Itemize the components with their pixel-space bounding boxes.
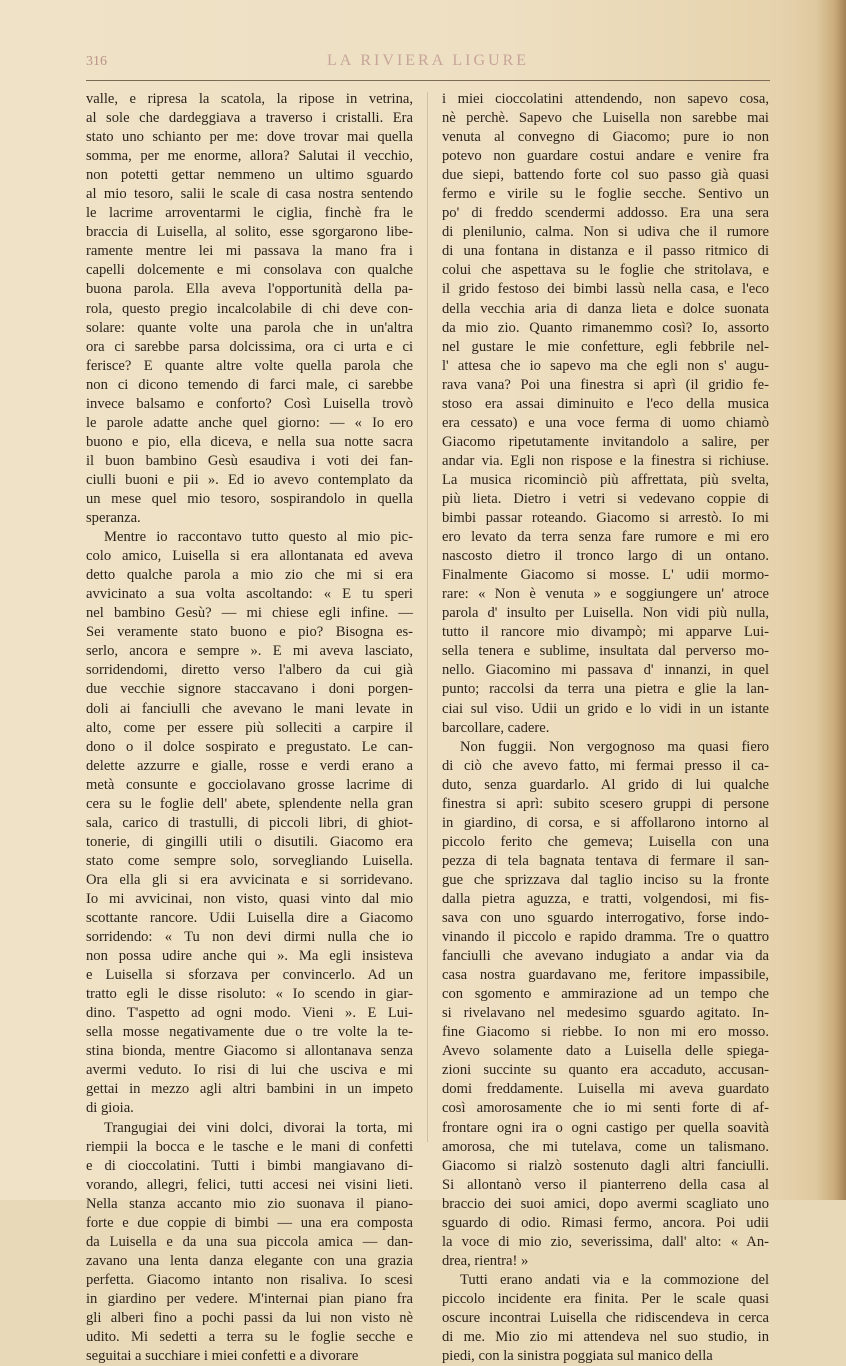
- text-line: stato uno schianto per me: dove trovar mai quella: [86, 129, 413, 146]
- text-line: due siepi, battendo forte col suo passo già quasi: [442, 167, 769, 184]
- header-rule: [86, 80, 770, 81]
- text-line: tutto il rancore mio divampò; mi apparve Lui-: [442, 624, 769, 641]
- text-line: il grido festoso dei bimbi lassù nella casa, e l'eco: [442, 281, 769, 298]
- text-line: era cessato) e una voce ferma di uomo chiamò: [442, 414, 769, 431]
- text-line: finestra si aprì: subito scesero gruppi di persone: [442, 795, 769, 812]
- page-edge-shadow: [816, 0, 846, 1200]
- text-line: braccia di Luisella, al solito, esse sgorgarono libe-: [86, 224, 413, 241]
- text-line: ora ci sarebbe parsa dolcissima, ora ci urta e ci: [86, 338, 413, 355]
- text-line: avermi veduto. Io risi di lui che usciva e mi: [86, 1062, 413, 1079]
- text-line: buona parola. Ella aveva l'opportunità della pa-: [86, 281, 413, 298]
- text-line: Sei veramente stato buono e pio? Bisogna es-: [86, 624, 413, 641]
- text-line: con sgomento e ammirazione ad un tempo che: [442, 986, 769, 1003]
- page-header: [86, 52, 770, 78]
- text-line: speranza.: [86, 510, 141, 527]
- text-line: fermo e virile su le foglie secche. Sentivo un: [442, 186, 769, 203]
- text-line: Nella stanza accanto mio zio suonava il piano-: [86, 1195, 413, 1212]
- text-line: somma, per me enorme, allora? Salutai il vecchio,: [86, 148, 413, 165]
- text-line: di gioia.: [86, 1100, 134, 1117]
- text-line: Si allontanò verso il pianterreno della casa al: [442, 1176, 769, 1193]
- text-line: oscure incontrai Luisella che ridiscendeva in cerca: [442, 1310, 769, 1326]
- text-line: duto, senza guardarlo. Al grido di lui qualche: [442, 776, 769, 793]
- text-line: metà consunte e gocciolavano grosse lacrime di: [86, 776, 413, 793]
- text-line: di plenilunio, calma. Non si udiva che il rumore: [442, 224, 769, 241]
- text-line: piccolo incidente era finita. Per le scale quasi: [442, 1290, 769, 1307]
- text-line: doli ai fanciulli che avevano le mani levate in: [86, 700, 413, 717]
- text-line: di una fontana in distanza e il passo ritmico di: [442, 243, 769, 260]
- text-line: cera su le foglie dell' abete, splendente nella gran: [86, 795, 413, 812]
- text-line: pezza di tela bagnata tentava di fermare il san-: [442, 852, 769, 869]
- text-line: e di cioccolatini. Tutti i bimbi mangiavano di-: [86, 1157, 413, 1174]
- text-line: invece balsamo e conforto? Così Luisella trovò: [86, 395, 413, 412]
- text-line: Giacomo ripetutamente invitandolo a salire, per: [442, 433, 769, 450]
- text-line: sorridendo: « Tu non devi dirmi nulla che io: [86, 929, 413, 946]
- text-line: venuta al convegno di Giacomo; pure io non: [442, 129, 769, 146]
- right-column: [442, 90, 769, 1366]
- text-line: zioni succinte su quanto era accaduto, accusan-: [442, 1062, 769, 1079]
- text-line: della vecchia aria di danza lieta e dolce suonata: [442, 300, 769, 317]
- text-line: Giacomo si rialzò sostenuto dagli altri fanciulli.: [442, 1157, 769, 1174]
- text-line: da mio zio. Quanto rimanemmo così? Io, assorto: [442, 319, 769, 336]
- text-line: ferisce? E quante altre volte quella parola che: [86, 357, 413, 374]
- text-line: rava vana? Poi una finestra si aprì (il gridio fe-: [442, 376, 769, 393]
- text-line: nel gustare le mie confetture, egli febbrile nel-: [442, 338, 769, 355]
- text-line: al mio tesoro, salii le scale di casa nostra sentendo: [86, 186, 413, 203]
- text-line: scottante rancore. Udii Luisella dire a Giacomo: [86, 910, 413, 927]
- text-line: nè perchè. Sapevo che Luisella non sarebbe mai: [442, 110, 769, 127]
- text-line: sella tenera e sublime, insultata dal perverso mo-: [442, 643, 769, 660]
- text-line: drea, rientra! »: [442, 1252, 529, 1269]
- text-line: forte e due coppie di bimbi — una era composta: [86, 1214, 413, 1231]
- page-number: 316: [86, 54, 107, 69]
- text-line: bimbi passar roteando. Giacomo si arrestò. Io mi: [442, 510, 769, 527]
- text-line: seguitai a succhiare i miei confetti e a divorare: [86, 1348, 359, 1365]
- text-line: al sole che dardeggiava a traverso i cristalli. Era: [86, 110, 413, 127]
- text-line: non ci dicono temendo di farci male, ci sarebbe: [86, 376, 413, 393]
- text-line: non potetti gettar nemmeno un ultimo sguardo: [86, 167, 413, 184]
- text-line: sorridendomi, diretto verso l'albero da cui già: [86, 662, 413, 679]
- text-line: riempii la bocca e le tasche e le mani di confetti: [86, 1138, 413, 1155]
- text-line: rola, questo pregio incalcolabile di chi deve con-: [86, 300, 413, 317]
- text-line: nello. Giacomino mi passava d' innanzi, in quel: [442, 662, 769, 679]
- text-line: delette azzurre e gialle, rosse e verdi erano a: [86, 757, 413, 774]
- text-line: detto qualche parola a mio zio che mi si era: [86, 567, 413, 584]
- text-line: stato come sempre solo, sorvegliando Luisella.: [86, 852, 413, 869]
- text-line: Finalmente Giacomo si mosse. L' udii mormo-: [442, 567, 769, 584]
- text-line: un mese quel mio tesoro, sospirandolo in quella: [86, 490, 413, 507]
- text-line: Tutti erano andati via e la commozione del: [460, 1271, 769, 1288]
- text-line: Mentre io raccontavo tutto questo al mio pic-: [104, 529, 413, 546]
- text-line: nascosto dietro il tronco largo di un ontano.: [442, 548, 769, 565]
- text-line: amorosa, che mi tutelava, come un talismano.: [442, 1138, 769, 1155]
- left-column: [86, 90, 413, 1366]
- text-line: La musica ricominciò più affrettata, più svelta,: [442, 471, 769, 488]
- text-line: fine Giacomo si riebbe. Io non mi ero mosso.: [442, 1024, 769, 1041]
- text-line: due vecchie signore staccavano i doni porgen-: [86, 681, 413, 698]
- text-line: ciai sul viso. Udii un grido e lo vidi in un istante: [442, 700, 769, 717]
- text-line: ramente mentre lei mi passava la mano fra i: [86, 243, 413, 260]
- column-divider: [427, 92, 428, 1142]
- text-line: in giardino per vedere. M'internai pian piano fra: [86, 1290, 413, 1307]
- text-line: capelli dolcemente e mi consolava con qualche: [86, 262, 413, 279]
- text-line: dono o il dolce sospirato e pregustato. Le can-: [86, 738, 413, 755]
- text-line: vinando il piccolo e rapido dramma. Tre o quattro: [442, 929, 769, 946]
- text-line: gettai in mezzo agli altri bambini in un impeto: [86, 1081, 413, 1098]
- text-line: piccolo ferito che gemeva; Luisella con una: [442, 833, 769, 850]
- text-line: colo amico, Luisella si era allontanata ed aveva: [86, 548, 413, 565]
- text-line: Avevo solamente dato a Luisella delle spiega-: [442, 1043, 769, 1060]
- text-line: zavano una lenta danza elegante con una grazia: [86, 1252, 413, 1269]
- text-line: tonerie, di gingilli utili o disutili. Giacomo era: [86, 833, 413, 850]
- text-line: valle, e ripresa la scatola, la ripose in vetrina,: [86, 91, 413, 107]
- text-line: gue che sprizzava dal taglio inciso su la fronte: [442, 871, 769, 888]
- text-line: fanciulli che avevano indugiato a andar via da: [442, 948, 769, 965]
- text-line: dino. T'aspetto ad ogni modo. Vieni ». E Lui-: [86, 1005, 413, 1022]
- text-line: da Luisella e da una sua piccola amica — dan-: [86, 1233, 413, 1250]
- text-line: avvicinato a sua volta ascoltando: « E tu speri: [86, 586, 413, 603]
- text-line: e Luisella si sforzava per convincerlo. Ad un: [86, 967, 413, 984]
- text-line: barcollare, cadere.: [442, 719, 550, 736]
- text-line: l' attesa che io sapevo ma che egli non s' augu-: [442, 357, 769, 374]
- text-line: così amorosamente che io mi senti forte di af-: [442, 1100, 769, 1117]
- running-title: LA RIVIERA LIGURE: [326, 52, 530, 69]
- text-line: udito. Mi sedetti a terra su le foglie secche e: [86, 1329, 413, 1346]
- text-line: Ora ella gli si era avvicinata e si sorridevano.: [86, 871, 413, 888]
- text-line: parola d' insulto per Luisella. Non vidi più nulla,: [442, 605, 769, 622]
- text-line: le parole adatte anche quel giorno: — « Io ero: [86, 414, 413, 431]
- text-line: vorando, allegri, felici, tutti accesi nei visini lieti.: [86, 1176, 413, 1193]
- text-line: sala, carico di trastulli, di piccoli libri, di ghiot-: [86, 814, 413, 831]
- text-line: ciulli buoni e pii ». Ed io avevo contemplato da: [86, 471, 413, 488]
- text-line: po' di freddo scendermi addosso. Era una sera: [442, 205, 769, 222]
- text-line: tratto egli le disse risoluto: « Io scendo in giar-: [86, 986, 413, 1003]
- text-line: gli alberi fino a pochi passi da lui non visto nè: [86, 1310, 413, 1326]
- text-line: Io mi avvicinai, non visto, quasi vinto dal mio: [86, 890, 413, 907]
- text-line: andar via. Egli non rispose e la finestra si richiuse.: [442, 452, 769, 469]
- text-line: solare: quante volte una parola che in un'altra: [86, 319, 413, 336]
- text-line: casa nostra guardavano me, feritore impassibile,: [442, 967, 769, 984]
- text-line: braccio dei suoi amici, dopo avermi scagliato uno: [442, 1195, 769, 1212]
- text-line: alto, come per essere più solleciti a carpire il: [86, 719, 413, 736]
- text-line: sguardo di odio. Rimasi fermo, ancora. Poi udii: [442, 1214, 769, 1231]
- text-line: sava con uno sguardo interrogativo, forse indo-: [442, 910, 769, 927]
- text-line: perfetta. Giacomo intanto non risaliva. Io scesi: [86, 1271, 413, 1288]
- text-line: ero levato da terra senza fare rumore e mi ero: [442, 529, 769, 546]
- text-line: in giardino, di corsa, e si affollarono intorno al: [442, 814, 769, 831]
- text-line: frontare ogni ira o ogni castigo per quella soavità: [442, 1119, 769, 1136]
- text-line: piedi, con la sinistra poggiata sul manico della: [442, 1348, 713, 1365]
- text-line: si rivelavano nel medesimo sguardo agitato. In-: [442, 1005, 769, 1022]
- text-line: stoso era assai diminuito e l'eco della musica: [442, 395, 769, 412]
- text-line: i miei cioccolatini attendendo, non sapevo cosa,: [442, 91, 769, 107]
- text-line: Trangugiai dei vini dolci, divorai la torta, mi: [104, 1119, 413, 1136]
- text-line: non possa udire anche qui ». Ma egli insisteva: [86, 948, 413, 965]
- text-line: punto; raccolsi da terra una pietra e glie la lan-: [442, 681, 769, 698]
- text-line: di ciò che avevo fatto, mi fermai presso il ca-: [442, 757, 769, 774]
- text-line: rare: « Non è venuta » e soggiungere un' atroce: [442, 586, 769, 603]
- text-line: serlo, ancora e sempre ». E mi aveva lasciato,: [86, 643, 413, 660]
- text-line: di me. Mio zio mi attendeva nel suo studio, in: [442, 1329, 769, 1346]
- text-line: sella mosse negativamente due o tre volte la te-: [86, 1024, 413, 1041]
- text-line: più lieta. Dietro i vetri si vedevano coppie di: [442, 490, 769, 507]
- text-line: le lacrime arroventarmi le ciglia, finchè fra le: [86, 205, 413, 222]
- text-line: potevo non guardare costui andare e venire fra: [442, 148, 769, 165]
- text-line: colui che aspettava su le foglie che stritolava, e: [442, 262, 769, 279]
- text-line: domi freddamente. Luisella mi aveva guardato: [442, 1081, 769, 1098]
- text-line: stina bionda, mentre Giacomo si allontanava senza: [86, 1043, 413, 1060]
- text-line: dalla pietra aguzza, e tratti, volgendosi, mi fis-: [442, 890, 769, 907]
- text-line: nel bambino Gesù? — mi chiese egli infine. —: [86, 605, 413, 622]
- text-line: buono e pio, ella diceva, e nella sua notte sacra: [86, 433, 413, 450]
- text-line: il buon bambino Gesù esaudiva i voti dei fan-: [86, 452, 413, 469]
- text-line: Non fuggii. Non vergognoso ma quasi fiero: [460, 738, 769, 755]
- text-line: la voce di mio zio, severissima, dall' alto: « An-: [442, 1233, 769, 1250]
